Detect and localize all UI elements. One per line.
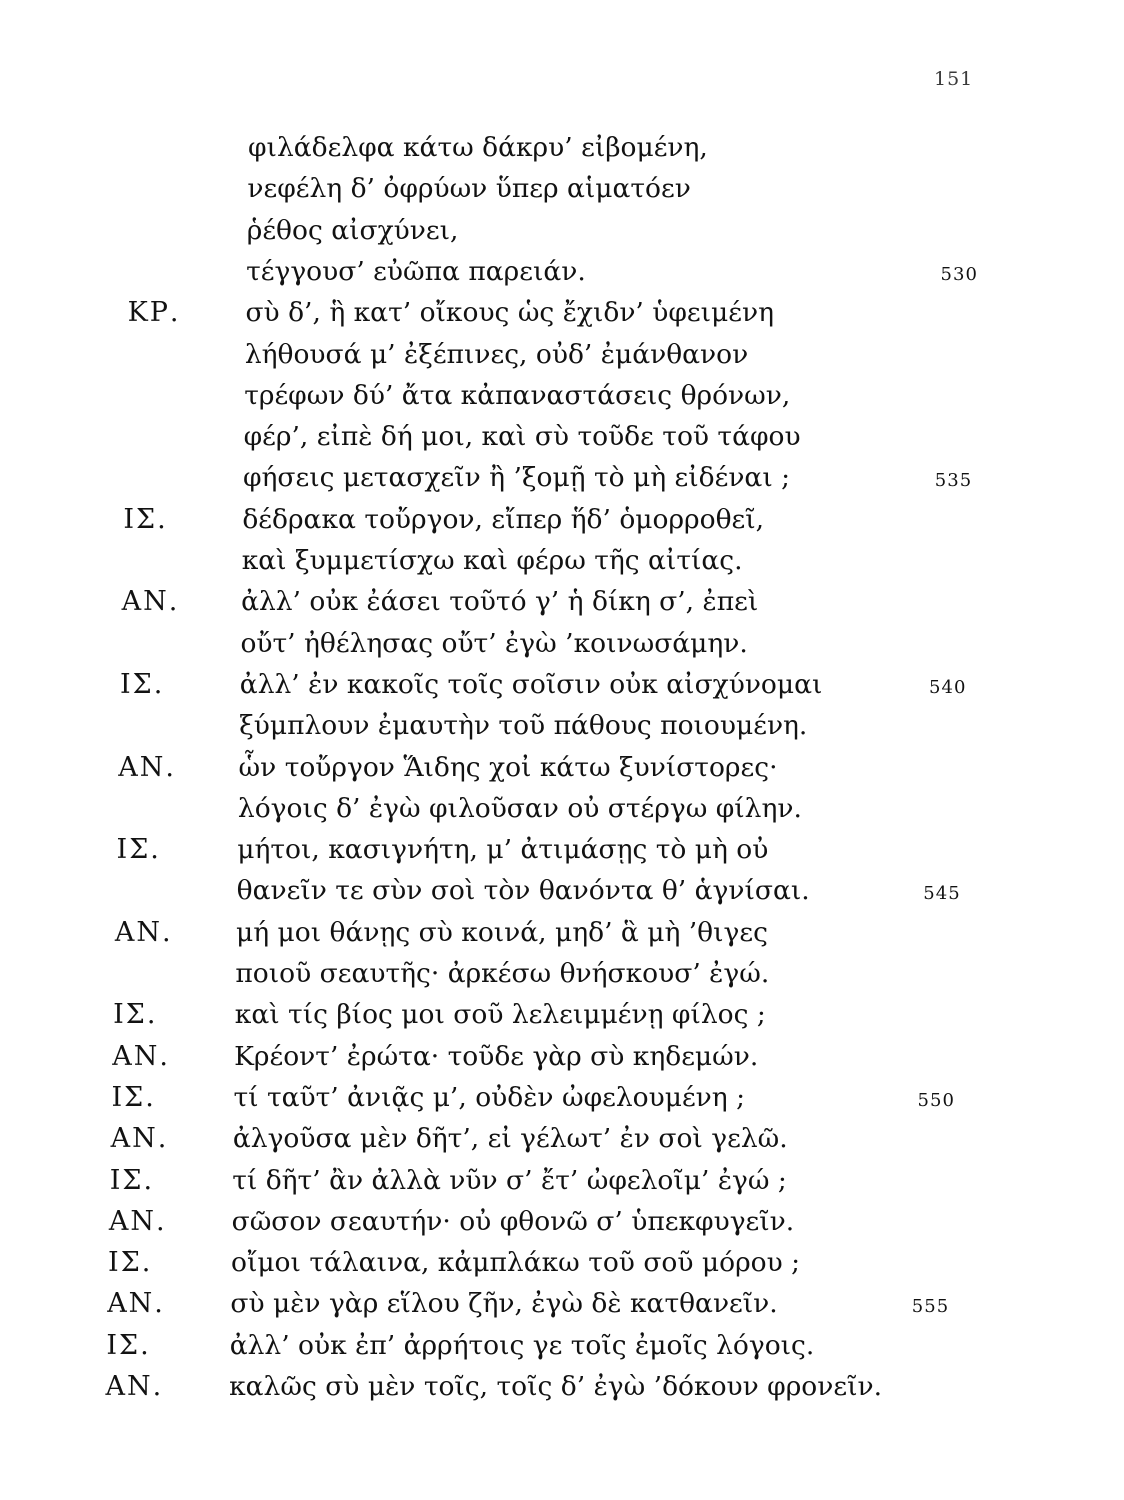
verse-text: ποιοῦ σεαυτῆς· ἀρκέσω θνήσκουσ’ ἐγώ. bbox=[235, 958, 770, 989]
speaker-label: ΑΝ. bbox=[121, 586, 180, 618]
verse-line bbox=[0, 664, 1124, 705]
verse-text: τρέφων δύ’ ἄτα κἀπαναστάσεις θρόνων, bbox=[244, 379, 791, 411]
page-number: 151 bbox=[934, 68, 974, 90]
speaker-label: ΑΝ. bbox=[108, 1205, 167, 1237]
verse-line bbox=[0, 1160, 1124, 1201]
verse-line bbox=[0, 210, 1124, 251]
speaker-label: ΙΣ. bbox=[106, 1329, 151, 1361]
speaker-label: ΑΝ. bbox=[105, 1371, 164, 1402]
verse-text: φιλάδελφα κάτω δάκρυ’ εἰβομένη, bbox=[248, 132, 708, 163]
line-number: 540 bbox=[929, 676, 967, 698]
verse-line bbox=[0, 1325, 1124, 1366]
verse-line bbox=[0, 375, 1124, 416]
verse-text: οὔτ’ ἠθέλησας οὔτ’ ἐγὼ ’κοινωσάμην. bbox=[240, 627, 748, 659]
verse-line bbox=[0, 1077, 1124, 1118]
line-number: 530 bbox=[940, 263, 978, 285]
verse-line bbox=[0, 1036, 1124, 1077]
speaker-label: ΙΣ. bbox=[109, 1164, 155, 1196]
verse-line bbox=[0, 747, 1124, 788]
verse-line bbox=[0, 1242, 1124, 1283]
speaker-label: ΑΝ. bbox=[114, 916, 173, 948]
verse-line bbox=[0, 994, 1124, 1035]
verse-text: νεφέλη δ’ ὀφρύων ὕπερ αἱματόεν bbox=[247, 173, 691, 205]
verse-text: ῥέθος αἰσχύνει, bbox=[246, 214, 459, 246]
verse-line bbox=[0, 788, 1124, 829]
speaker-label: ΙΣ. bbox=[111, 1081, 156, 1113]
verse-text: τί ταῦτ’ ἀνιᾷς μ’, οὐδὲν ὠφελουμένη ; bbox=[233, 1081, 746, 1113]
verse-text: καὶ τίς βίος μοι σοῦ λελειμμένῃ φίλος ; bbox=[234, 999, 766, 1031]
verse-text: ἀλλ’ οὐκ ἐπ’ ἀρρήτοις γε τοῖς ἐμοῖς λόγοις. bbox=[229, 1329, 815, 1361]
verse-line bbox=[0, 499, 1124, 540]
verse-line bbox=[0, 829, 1124, 870]
verse-line bbox=[0, 1283, 1124, 1324]
verse-text: δέδρακα τοὔργον, εἴπερ ἥδ’ ὁμορροθεῖ, bbox=[242, 503, 765, 535]
verse-line bbox=[0, 416, 1124, 457]
verse-text: ἀλλ’ ἐν κακοῖς τοῖς σοῖσιν οὐκ αἰσχύνομαι bbox=[239, 668, 823, 700]
verse-line bbox=[0, 168, 1124, 209]
verse-text: τέγγουσ’ εὐῶπα παρειάν. bbox=[246, 255, 586, 287]
verse-line bbox=[0, 457, 1124, 498]
verse-text: λήθουσά μ’ ἐξέπινες, οὐδ’ ἐμάνθανον bbox=[244, 338, 749, 370]
speaker-label: ΑΝ. bbox=[110, 1123, 169, 1155]
line-number: 535 bbox=[934, 470, 973, 492]
line-number: 550 bbox=[917, 1089, 955, 1111]
verse-line bbox=[0, 870, 1124, 911]
verse-text: οἴμοι τάλαινα, κἀμπλάκω τοῦ σοῦ μόρου ; bbox=[230, 1247, 801, 1279]
speaker-label: ΚΡ. bbox=[127, 297, 181, 329]
line-number: 555 bbox=[911, 1296, 950, 1318]
verse-text: μή μοι θάνῃς σὺ κοινά, μηδ’ ἃ μὴ ’θιγες bbox=[236, 916, 768, 948]
verse-text: θανεῖν τε σὺν σοὶ τὸν θανόντα θ’ ἁγνίσαι. bbox=[236, 875, 810, 907]
verse-text: ξύμπλουν ἐμαυτὴν τοῦ πάθους ποιουμένη. bbox=[239, 710, 808, 742]
verse-line bbox=[0, 953, 1124, 994]
verse-line bbox=[0, 251, 1124, 292]
verse-line bbox=[0, 540, 1124, 581]
verse-text: καὶ ξυμμετίσχω καὶ φέρω τῆς αἰτίας. bbox=[241, 545, 743, 576]
verse-line bbox=[0, 912, 1124, 953]
speaker-label: ΑΝ. bbox=[107, 1288, 165, 1320]
verse-line bbox=[0, 127, 1124, 168]
verse-line bbox=[0, 1201, 1124, 1242]
speaker-label: ΙΣ. bbox=[119, 668, 165, 700]
verse-text: σῶσον σεαυτήν· οὐ φθονῶ σ’ ὑπεκφυγεῖν. bbox=[231, 1205, 795, 1237]
speaker-label: ΙΣ. bbox=[116, 834, 161, 866]
verse-line bbox=[0, 623, 1124, 664]
verse-text: φήσεις μετασχεῖν ἢ ’ξομῇ τὸ μὴ εἰδέναι ; bbox=[242, 462, 791, 494]
verse-text: τί δῆτ’ ἂν ἀλλὰ νῦν σ’ ἔτ’ ὠφελοῖμ’ ἐγώ ; bbox=[232, 1164, 787, 1196]
speaker-label: ΑΝ. bbox=[118, 751, 176, 783]
verse-line bbox=[0, 334, 1124, 375]
verse-line bbox=[0, 1118, 1124, 1159]
verse-text: μήτοι, κασιγνήτη, μ’ ἀτιμάσῃς τὸ μὴ οὐ bbox=[237, 834, 769, 866]
verse-text: φέρ’, εἰπὲ δή μοι, καὶ σὺ τοῦδε τοῦ τάφου bbox=[243, 421, 801, 453]
verse-text: ὧν τοὔργον Ἅιδης χοἰ κάτω ξυνίστορες· bbox=[238, 751, 778, 783]
verse-line bbox=[0, 292, 1124, 333]
speaker-label: ΙΣ. bbox=[123, 503, 168, 535]
verse-line bbox=[0, 705, 1124, 746]
verse-text: ἀλλ’ οὐκ ἐάσει τοῦτό γ’ ἡ δίκη σ’, ἐπεὶ bbox=[241, 586, 759, 618]
verse-text: ἀλγοῦσα μὲν δῆτ’, εἰ γέλωτ’ ἐν σοὶ γελῶ. bbox=[232, 1123, 788, 1155]
speaker-label: ΙΣ. bbox=[108, 1247, 153, 1279]
verse-text: καλῶς σὺ μὲν τοῖς, τοῖς δ’ ἐγὼ ’δόκουν φρονεῖν. bbox=[229, 1371, 883, 1402]
line-number: 545 bbox=[923, 883, 961, 905]
speaker-label: ΙΣ. bbox=[113, 999, 158, 1031]
verse-line bbox=[0, 581, 1124, 622]
verse-text: Κρέοντ’ ἐρώτα· τοῦδε γὰρ σὺ κηδεμών. bbox=[234, 1040, 759, 1072]
verse-text: σὺ δ’, ἣ κατ’ οἴκους ὡς ἔχιδν’ ὑφειμένη bbox=[245, 297, 774, 329]
verse-text: σὺ μὲν γὰρ εἵλου ζῆν, ἐγὼ δὲ κατθανεῖν. bbox=[230, 1288, 778, 1320]
speaker-label: ΑΝ. bbox=[112, 1040, 171, 1072]
verse-text: λόγοις δ’ ἐγὼ φιλοῦσαν οὐ στέργω φίλην. bbox=[237, 792, 802, 824]
verse-line bbox=[0, 1366, 1124, 1407]
